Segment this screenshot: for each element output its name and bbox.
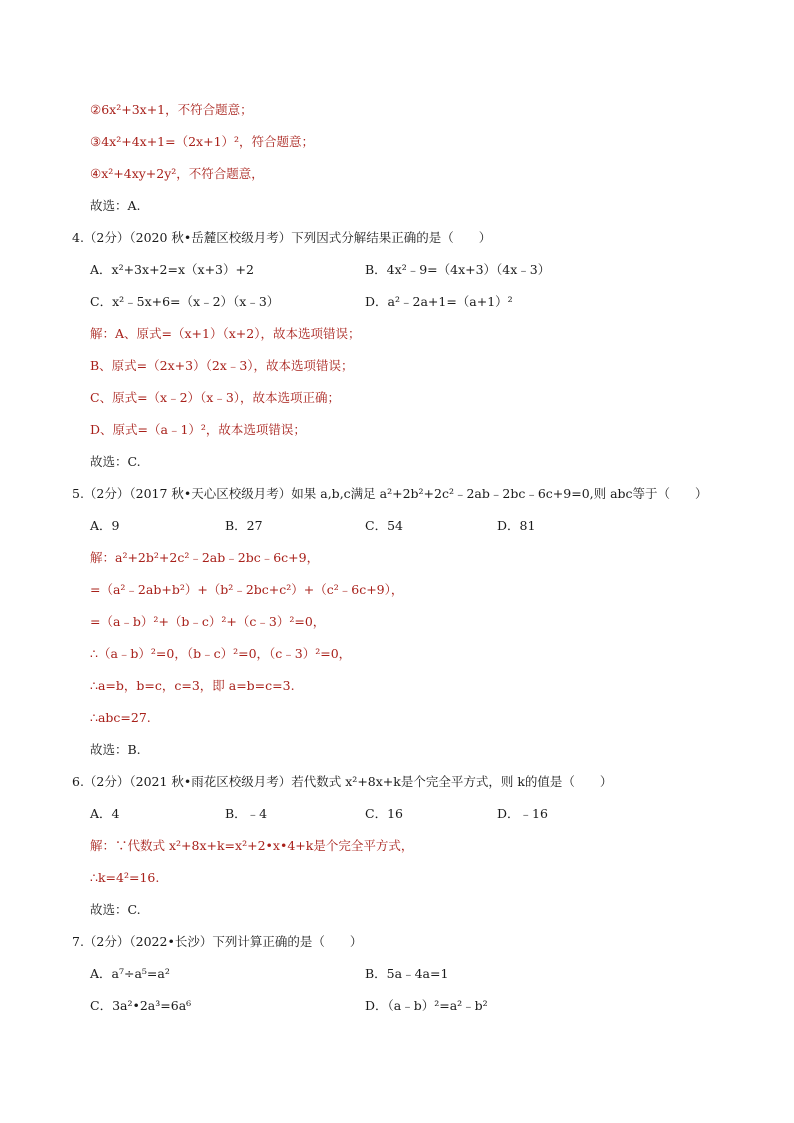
prev-solution-line-2: ③4x²+4x+1=（2x+1）²，符合题意；	[90, 134, 315, 149]
q5-solution-line-6: ∴abc=27.	[90, 710, 151, 725]
q6-option-d: D．﹣16	[497, 806, 548, 821]
prev-solution-line-1: ②6x²+3x+1，不符合题意；	[90, 102, 253, 117]
q7-option-d: D．（a﹣b）²=a²﹣b²	[365, 998, 488, 1013]
q4-answer: 故选：C.	[90, 454, 141, 469]
prev-solution-line-3: ④x²+4xy+2y²，不符合题意，	[90, 166, 264, 181]
q4-stem: 4.（2分）（2020 秋•岳麓区校级月考）下列因式分解结果正确的是（ ）	[72, 230, 492, 245]
q4-option-a: A．x²+3x+2=x（x+3）+2	[90, 262, 254, 277]
q4-option-c: C．x²﹣5x+6=（x﹣2）（x﹣3）	[90, 294, 280, 309]
q7-stem: 7.（2分）（2022•长沙）下列计算正确的是（ ）	[72, 934, 363, 949]
q4-option-b: B．4x²﹣9=（4x+3）（4x﹣3）	[365, 262, 551, 277]
q7-option-a: A．a⁷÷a⁵=a²	[90, 966, 170, 981]
q7-option-c: C．3a²•2a³=6a⁶	[90, 998, 192, 1013]
q4-solution-line-3: C、原式=（x﹣2）（x﹣3），故本选项正确；	[90, 390, 341, 405]
q5-answer: 故选：B.	[90, 742, 141, 757]
q6-option-a: A．4	[90, 806, 120, 821]
q4-solution-line-1: 解：A、原式=（x+1）（x+2），故本选项错误；	[90, 326, 361, 341]
q5-stem: 5.（2分）（2017 秋•天心区校级月考）如果 a,b,c满足 a²+2b²+2c²﹣2ab﹣2bc﹣6c+9=0,则 abc等于（ ）	[72, 486, 708, 501]
q6-solution-line-1: 解：∵代数式 x²+8x+k=x²+2•x•4+k是个完全平方式，	[90, 838, 414, 853]
prev-answer: 故选：A.	[90, 198, 141, 213]
q5-option-b: B．27	[225, 518, 263, 533]
q4-solution-line-2: B、原式=（2x+3）（2x﹣3），故本选项错误；	[90, 358, 354, 373]
q6-option-c: C．16	[365, 806, 403, 821]
q6-answer: 故选：C.	[90, 902, 141, 917]
q5-option-a: A．9	[90, 518, 120, 533]
q5-option-c: C．54	[365, 518, 403, 533]
q5-solution-line-3: =（a﹣b）²+（b﹣c）²+（c﹣3）²=0，	[90, 614, 326, 629]
q6-solution-line-2: ∴k=4²=16.	[90, 870, 160, 885]
q6-stem: 6.（2分）（2021 秋•雨花区校级月考）若代数式 x²+8x+k是个完全平方式，则 k的值是（ ）	[72, 774, 613, 789]
q5-solution-line-1: 解：a²+2b²+2c²﹣2ab﹣2bc﹣6c+9，	[90, 550, 320, 565]
q5-solution-line-5: ∴a=b，b=c，c=3，即 a=b=c=3.	[90, 678, 295, 693]
q4-option-d: D．a²﹣2a+1=（a+1）²	[365, 294, 513, 309]
q6-option-b: B．﹣4	[225, 806, 268, 821]
q5-option-d: D．81	[497, 518, 536, 533]
q7-option-b: B．5a﹣4a=1	[365, 966, 449, 981]
q5-solution-line-2: =（a²﹣2ab+b²）+（b²﹣2bc+c²）+（c²﹣6c+9），	[90, 582, 404, 597]
q4-solution-line-4: D、原式=（a﹣1）²，故本选项错误；	[90, 422, 306, 437]
q5-solution-line-4: ∴（a﹣b）²=0，（b﹣c）²=0，（c﹣3）²=0，	[90, 646, 352, 661]
